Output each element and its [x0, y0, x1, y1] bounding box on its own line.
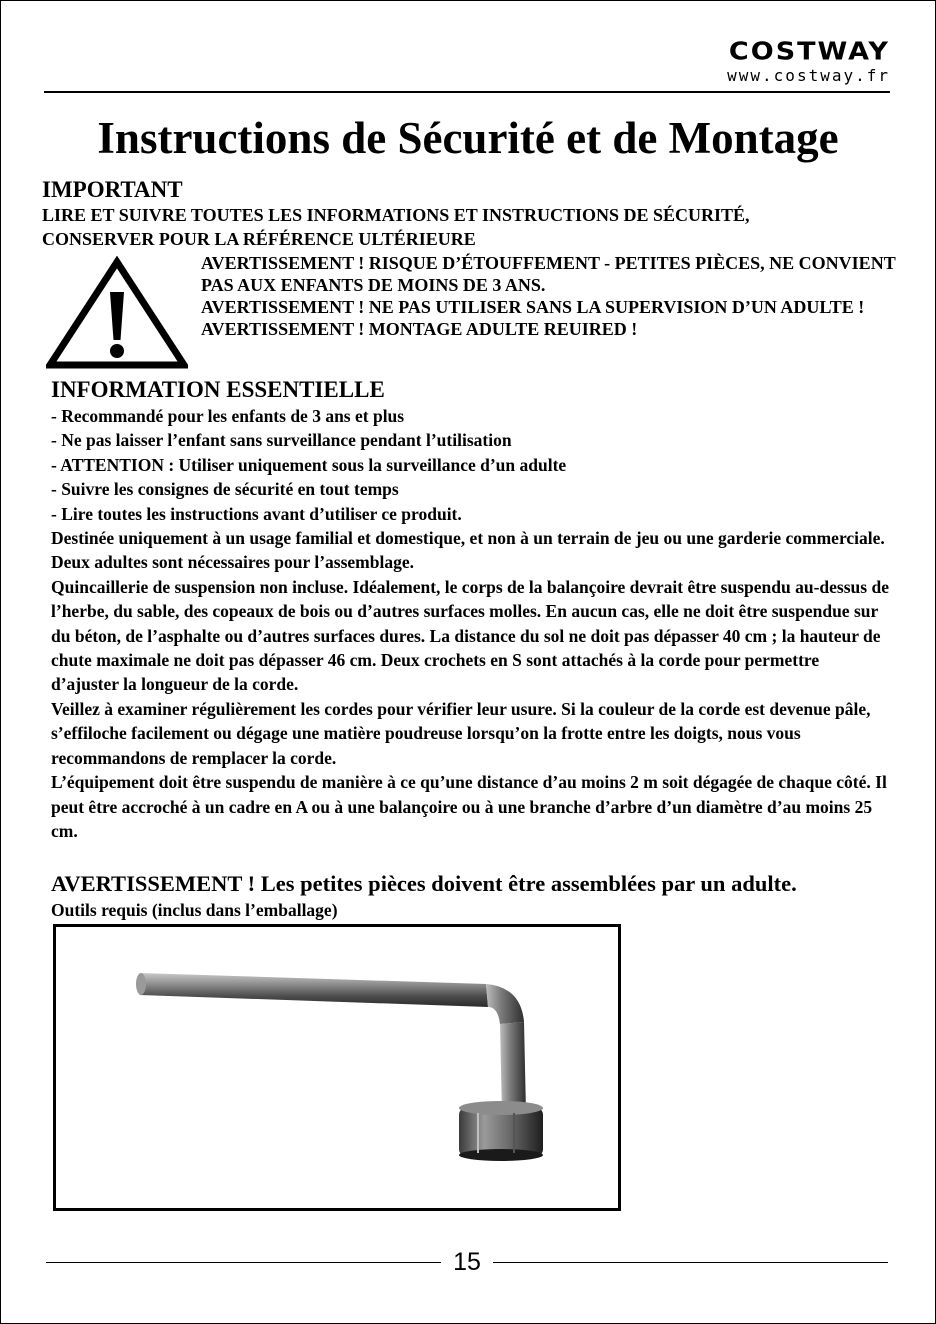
info-bullet: - Suivre les consignes de sécurité en tout temps: [51, 479, 399, 500]
footer-rule-right: [493, 1262, 888, 1263]
socket-wrench-icon: [56, 927, 618, 1208]
page-title: Instructions de Sécurité et de Montage: [97, 113, 839, 163]
brand-logo: COSTWAY: [728, 37, 890, 66]
information-heading: INFORMATION ESSENTIELLE: [51, 377, 385, 402]
brand-header: [727, 38, 890, 85]
tool-image-frame: [53, 924, 621, 1211]
info-bullet: - ATTENTION : Utiliser uniquement sous la surveillance d’un adulte: [51, 454, 567, 475]
header-rule: [44, 91, 890, 93]
warning-list: [201, 252, 901, 340]
read-follow-line: LIRE ET SUIVRE TOUTES LES INFORMATIONS ET INSTRUCTIONS DE SÉCURITÉ,: [42, 205, 750, 225]
tools-label: Outils requis (inclus dans l’emballage): [51, 900, 338, 920]
warning-triangle-icon: [46, 256, 188, 370]
info-paragraph-ropes: Veillez à examiner régulièrement les cordes pour vérifier leur usure. Si la couleur de la corde est devenue pâle, s’effiloche facilement ou dégage une matière poudreuse lorsqu’on la frotte entre les doigts, nous vous recommandons de remplacer la corde.: [51, 698, 871, 768]
keep-reference-line: CONSERVER POUR LA RÉFÉRENCE ULTÉRIEURE: [42, 229, 476, 249]
information-body: [51, 404, 891, 843]
info-paragraph-usage: Destinée uniquement à un usage familial et domestique, et non à un terrain de jeu ou une garderie commerciale. Deux adultes sont nécessaires pour l’assemblage.: [51, 528, 885, 573]
info-bullet: - Recommandé pour les enfants de 3 ans et plus: [51, 406, 405, 426]
info-bullet: - Ne pas laisser l’enfant sans surveillance pendant l’utilisation: [51, 430, 512, 451]
info-paragraph-clearance: L’équipement doit être suspendu de manière à ce qu’une distance d’au moins 2 m soit dégagée de chaque côté. Il peut être accroché à un cadre en A ou à une balançoire ou à une branche d’arbre d’un diamètre d’au moins 25 cm.: [51, 772, 887, 841]
info-bullet: - Lire toutes les instructions avant d’utiliser ce produit.: [51, 503, 462, 524]
assembly-warning: AVERTISSEMENT ! Les petites pièces doivent être assemblées par un adulte.: [51, 871, 797, 896]
footer-rule-left: [46, 1262, 441, 1263]
important-heading: IMPORTANT: [42, 177, 183, 202]
choking-warning: AVERTISSEMENT ! RISQUE D’ÉTOUFFEMENT - PETITES PIÈCES, NE CONVIENT PAS AUX ENFANTS DE MOINS DE 3 ANS.: [201, 253, 896, 295]
brand-url: www.costway.fr: [727, 66, 890, 85]
adult-assembly-warning: AVERTISSEMENT ! MONTAGE ADULTE REUIRED !: [201, 319, 638, 339]
supervision-warning: AVERTISSEMENT ! NE PAS UTILISER SANS LA SUPERVISION D’UN ADULTE !: [201, 297, 865, 317]
page-number: 15: [453, 1248, 481, 1276]
info-paragraph-hardware: Quincaillerie de suspension non incluse. Idéalement, le corps de la balançoire devrait être suspendu au-dessus de l’herbe, du sable, des copeaux de bois ou d’autres surfaces molles. En aucun cas, elle ne doit être suspendue sur du béton, de l’asphalte ou d’autres surfaces dures. La distance du sol ne doit pas dépasser 40 cm ; la hauteur de chute maximale ne doit pas dépasser 46 cm. Deux crochets en S sont attachés à la corde pour permettre d’ajuster la longueur de la corde.: [51, 576, 889, 695]
